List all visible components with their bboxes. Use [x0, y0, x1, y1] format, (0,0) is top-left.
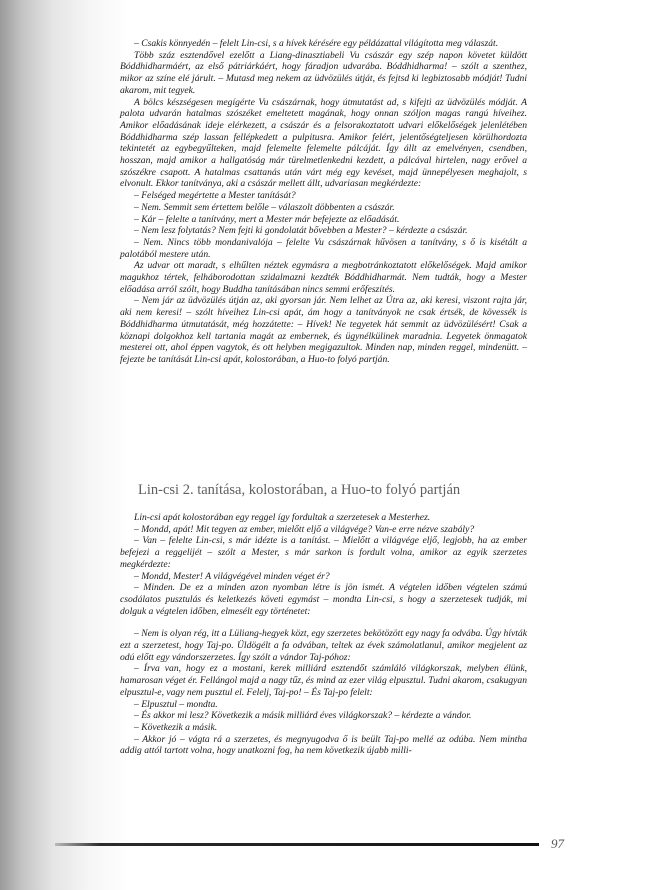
- paragraph: Az udvar ott maradt, s elhűlten néztek egymásra a megbotránkoztatott előkelőségek. Majd amikor magukhoz tértek, felháborodottan szidalmazni kezdték Bóddhidharmát. Nem tudták, hogy a Mester előadása arról szólt, hogy Buddha tanításában nincs semmi erőfeszítés.: [120, 260, 527, 295]
- paragraph: – Mondd, Mester! A világvégével minden véget ér?: [134, 570, 330, 582]
- paragraph: – Van – felelte Lin-csi, s már idézte is a tanítást. – Mielőtt a világvége eljő, legjobb, ha az ember befejezi a reggelijét – szólt a Mester, s már sarkon is fordult volna, amikor az egyik szerzetes megkérdezte:: [120, 535, 527, 570]
- paragraph: – Csakis könnyedén – felelt Lin-csi, s a hívek kérésére egy példázattal világította meg válaszát.: [134, 38, 499, 49]
- paragraph: – Kár – felelte a tanítvány, mert a Mester már befejezte az előadását.: [134, 213, 400, 225]
- page-number: 97: [551, 836, 564, 851]
- paragraph: A bölcs készségesen megígérte Vu császárnak, hogy útmutatást ad, s kifejti az üdvözülés módját. A palota udvarán hatalmas szószéket emeltetett magának, hogy onnan szóljon magas rangú híveihez. Amikor előadásának ideje elérkezett, a császár és a felsorakoztatott udvari előkelőségek jelenlétében Bóddhidharma szép lassan fellépkedett a pulpitusra. Amikor felért, jelentőségteljesen körülhordozta tekintetét az egybegyűlteken, majd felemelte felemelte pálcáját. Így állt az emelvényen, csendben, hosszan, majd amikor a hallgatóság már türelmetlenkedni kezdett, a pálcával hirtelen, nagy erővel a szószékre csapott. A hatalmas csattanás után várt még egy kevéset, majd ünnepélyesen meghajolt, s elvonult. Ekkor tanítványa, aki a császár mellett állt, udvariasan megkérdezte:: [120, 96, 527, 190]
- paragraph: – Nem jár az üdvözülés útján az, aki gyorsan jár. Nem lelhet az Útra az, aki keresi, viszont rajta jár, aki nem keresi! – szólt híveihez Lin-csi apát, ám hogy a tanítványok ne csak értsék, de kövessék is Bóddhidharma útmutatását, még hozzátette: – Hívek! Ne tegyetek hát semmit az üdvözülésért! Csak a köznapi dolgokhoz kell tartania magát az embernek, és ügynélkülinek maradnia. Legyetek önmagatok mesterei ott, ahol éppen vagytok, és ott helyben megigazultok. Minden nap, minden reggel, mindenütt. – fejezte be tanítását Lin-csi apát, kolostorában, a Huo-to folyó partján.: [120, 295, 527, 365]
- paragraph: – Felséged megértette a Mester tanítását?: [134, 190, 296, 202]
- paragraph: – Mondd, apát! Mit tegyen az ember, mielőtt eljő a világvége? Van-e erre nézve szabály?: [134, 523, 475, 535]
- paragraph: – Akkor jó – vágta rá a szerzetes, és megnyugodva ő is beült Taj-po mellé az odúba. Nem mintha addig attól tartott volna, hogy unatkozni fog, ha nem következik újabb milli-: [120, 733, 527, 757]
- text-block-part-1: [120, 38, 527, 366]
- paragraph: – Következik a másik.: [134, 721, 218, 733]
- paragraph: – Nem. Nincs több mondanivalója – felelte Vu császárnak hűvösen a tanítvány, s ő is kisétált a palotából mestere után.: [120, 236, 527, 260]
- paragraph: – Elpusztul – mondta.: [134, 698, 218, 710]
- paragraph: – Nem is olyan rég, itt a Lüliang-hegyek közt, egy szerzetes bekötözött egy nagy fa odvába. Úgy hívták ezt a szerzetest, hogy Taj-po. Üldögélt a fa odvában, teltek az évek számolatlanul, amikor megjelent az odú előtt egy vándorszerzetes. Így szólt a vándor Taj-póhoz:: [120, 628, 527, 663]
- paragraph: – És akkor mi lesz? Következik a másik milliárd éves világkorszak? – kérdezte a vándor.: [134, 710, 472, 722]
- footer-rule: [55, 843, 539, 846]
- paragraph: Több száz esztendővel ezelőtt a Liang-dinasztiabeli Vu császár egy szép napon követet küldött Bóddhidharmáért, az első pátriárkáért, hogy fáradjon udvarába. Bóddhidharma! – szólt a szenthez, mikor az színe elé járult. – Mutasd meg nekem az üdvözülés útját, és fejtsd ki legbiztosabb módját! Tudni akarom, mit tegyek.: [120, 49, 527, 96]
- paragraph: – Írva van, hogy ez a mostani, kerek milliárd esztendőt számláló világkorszak, melyben élünk, hamarosan véget ér. Fellángol majd a nagy tűz, és mind az ezer világ elpusztul. Tudni akarom, csakugyan elpusztul-e, vagy nem pusztul el. Felelj, Taj-po! – És Taj-po felelt:: [120, 663, 527, 698]
- text-block-part-2: [120, 512, 527, 757]
- paragraph: Lin-csi apát kolostorában egy reggel így fordultak a szerzetesek a Mesterhez.: [134, 512, 431, 523]
- paragraph: – Minden. De ez a minden azon nyomban létre is jön ismét. A végtelen időben végtelen számú csodálatos pusztulás és keletkezés követi egymást – mondta Lin-csi, s hogy a szerzetesek tudják, mi dolguk a végtelen időben, elmesélt egy történetet:: [120, 582, 527, 617]
- paragraph: – Nem. Semmit sem értettem belőle – válaszolt döbbenten a császár.: [134, 201, 395, 213]
- section-heading: Lin-csi 2. tanítása, kolostorában, a Huo-to folyó partján: [138, 482, 461, 498]
- paragraph: – Nem lesz folytatás? Nem fejti ki gondolatát bővebben a Mester? – kérdezte a császár.: [134, 225, 468, 237]
